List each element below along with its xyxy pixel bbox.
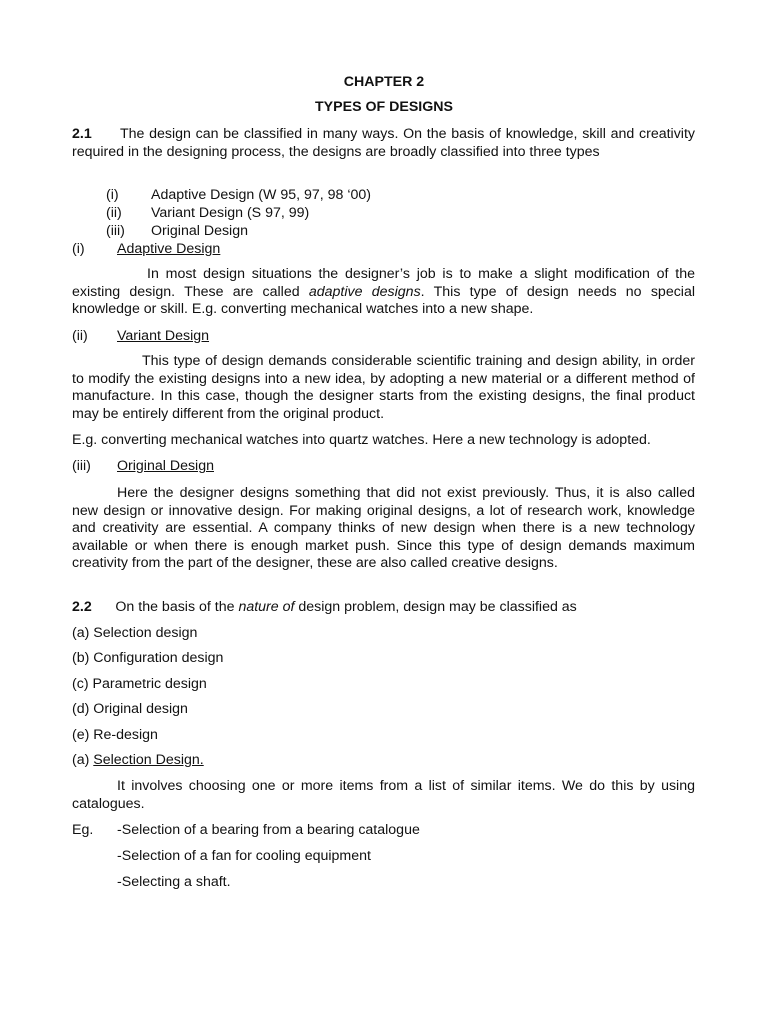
example-label: Eg.	[72, 822, 94, 838]
classification-item: (b) Configuration design	[72, 650, 224, 666]
emphasis-text: adaptive designs	[308, 283, 421, 300]
text-run: design problem, design may be classified as	[294, 599, 577, 615]
selection-design-heading: Selection Design.	[93, 752, 204, 768]
example-item: -Selecting a shaft.	[117, 874, 231, 890]
chapter-subtitle: TYPES OF DESIGNS	[315, 99, 453, 115]
original-paragraph: Here the designer designs something that did not exist previously. Thus, it is also called new design or innovative design. For making original designs, a lot of research work, knowledge and creativity are essential. A company thinks of new design when there is a new technology available or when there is enough market push. Since this type of design demands maximum creativity from the part of the designer, these are also called creative designs.	[72, 485, 695, 571]
list-item-num: (i)	[106, 187, 119, 203]
list-item-label: Adaptive Design (W 95, 97, 98 ‘00)	[151, 187, 372, 203]
variant-design-heading: Variant Design	[117, 328, 210, 344]
original-design-heading: Original Design	[117, 458, 214, 474]
classification-item: (c) Parametric design	[72, 676, 207, 692]
section-2-1-text: The design can be classified in many ways. On the basis of knowledge, skill and creativity required in the designing process, the designs are broadly classified into three types	[72, 126, 695, 160]
section-number: 2.1	[72, 126, 92, 142]
classification-item: (a) Selection design	[72, 625, 198, 641]
section-number: 2.2	[72, 599, 92, 615]
emphasis-text: nature of	[238, 599, 295, 615]
chapter-title: CHAPTER 2	[343, 74, 425, 90]
adaptive-design-heading: Adaptive Design	[117, 241, 221, 257]
variant-example: E.g. converting mechanical watches into quartz watches. Here a new technology is adopted.	[72, 432, 651, 448]
selection-design-heading-line	[72, 752, 204, 770]
list-item-label: Original Design	[151, 223, 248, 239]
example-item: -Selection of a fan for cooling equipment	[117, 848, 371, 864]
list-item-label: Variant Design (S 97, 99)	[151, 205, 310, 221]
heading-num: (i)	[72, 241, 85, 257]
classification-item: (e) Re-design	[72, 727, 158, 743]
selection-paragraph: It involves choosing one or more items from a list of similar items. We do this by using catalogues.	[72, 778, 695, 812]
text-run: (a)	[72, 752, 94, 768]
list-item-num: (iii)	[106, 223, 125, 239]
text-run: On the basis of the	[115, 599, 239, 615]
list-item-num: (ii)	[106, 205, 122, 221]
text-run: In most design situations the designer’s job is to make a slight modification of the existing design. These are called	[72, 266, 695, 300]
variant-paragraph: This type of design demands considerable scientific training and design ability, in order to modify the existing designs into a new idea, by adopting a new material or a different method of manufacture. In this case, though the designer starts from the existing designs, the final product may be entirely different from the original product.	[72, 353, 695, 422]
text-run: . This type of design needs no special knowledge or skill. E.g. converting mechanical watches into a new shape.	[72, 283, 695, 317]
example-item: -Selection of a bearing from a bearing catalogue	[117, 822, 420, 838]
section-2-2-line	[72, 599, 577, 617]
classification-item: (d) Original design	[72, 701, 188, 717]
section-2-1-paragraph	[72, 126, 695, 161]
heading-num: (ii)	[72, 328, 88, 344]
adaptive-paragraph	[72, 266, 695, 319]
heading-num: (iii)	[72, 458, 91, 474]
